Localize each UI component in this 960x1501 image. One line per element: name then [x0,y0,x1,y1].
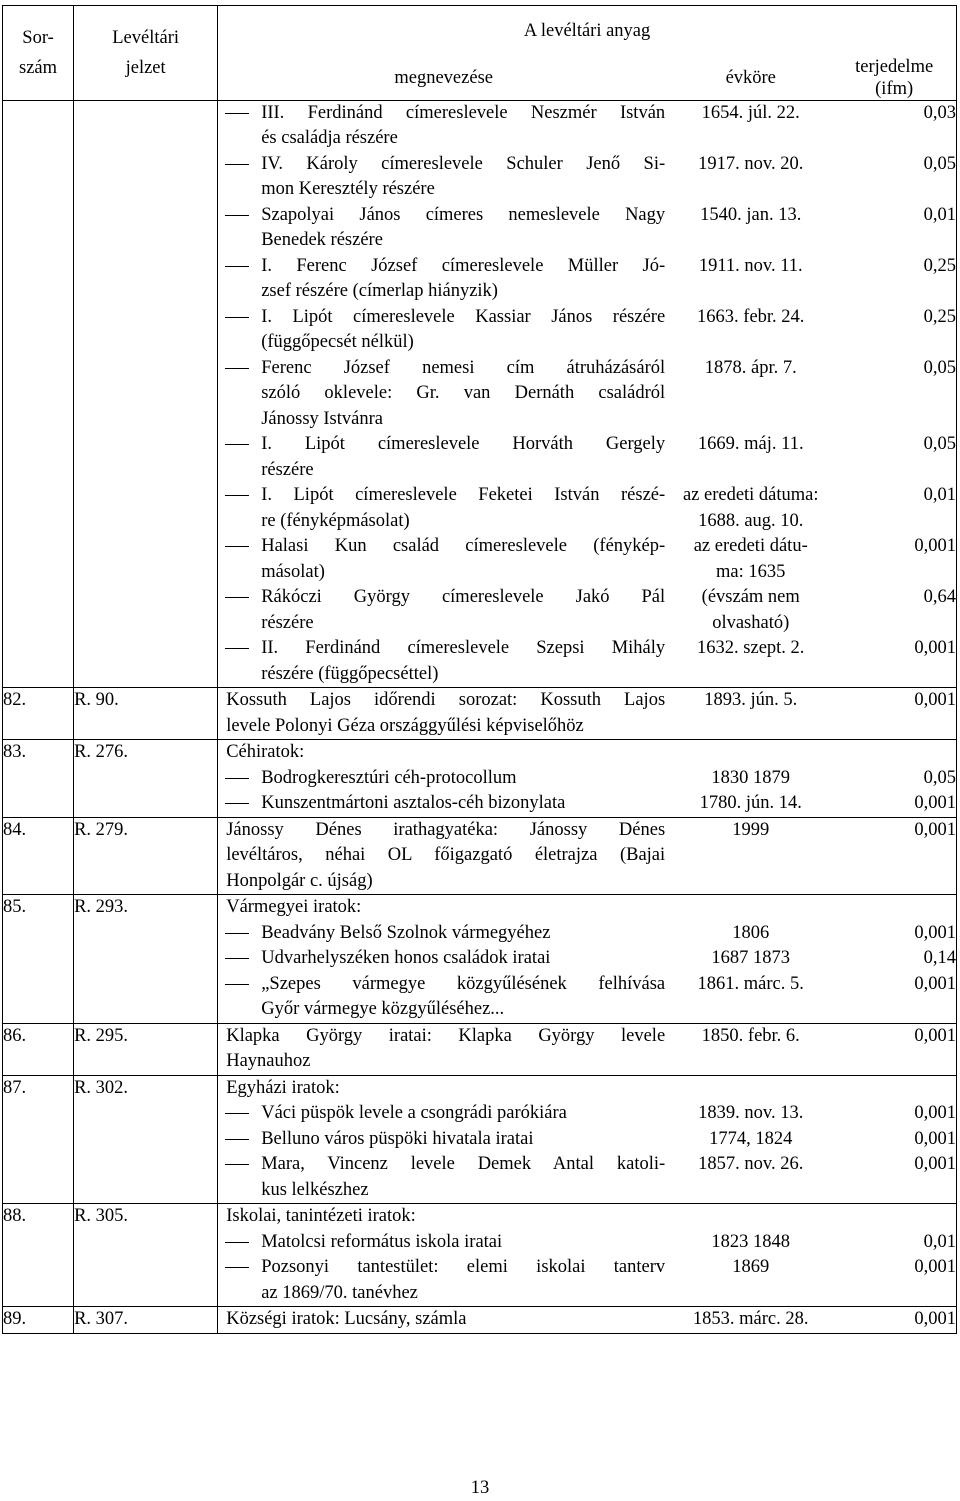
list-item-line: re (fényképmásolat) [261,510,410,531]
item-size: 0,05 [923,357,956,378]
archive-table [2,5,957,1334]
row-size [832,817,956,895]
list-item [218,152,669,203]
entry-size: 0,14 [923,948,956,968]
item-date: (évszám nem [701,587,800,607]
item-date: 1632. szept. 2. [697,638,805,658]
list-item-line: I. Lipót címereslevele Feketei István részé- [261,485,666,505]
entry-title-line: Egyházi iratok: [226,1077,340,1098]
row-date [669,1023,832,1075]
item-size [832,228,956,254]
item-size [832,407,956,433]
list-item [218,972,669,1023]
item-date [669,126,832,152]
list-item [218,1230,669,1256]
entry-size [832,843,956,869]
item-size [832,509,956,535]
entry-date: 1823 1848 [711,1231,791,1252]
entry-title [218,1024,669,1075]
row-reference: R. 302. [74,1075,218,1204]
list-item [218,1255,669,1306]
entry-size [832,869,956,895]
list-item [218,1127,669,1153]
list-item-line: Beadvány Belső Szolnok vármegyéhez [261,922,551,943]
entry-size: 0,001 [914,690,956,710]
list-item [218,483,669,534]
entry-size: 0,001 [914,1309,956,1329]
entry-size [832,1204,956,1230]
row-date [669,1307,832,1334]
table-row [3,1023,957,1075]
list-item [218,791,669,817]
row-reference: R. 295. [74,1023,218,1075]
row-date [669,740,832,818]
row-size [832,688,956,740]
entry-size [832,1049,956,1075]
item-date: 1663. febr. 24. [697,306,805,327]
item-size: 0,64 [923,587,956,607]
table-row [3,1204,957,1307]
entry-size: 0,001 [914,922,956,943]
item-date: 1917. nov. 20. [698,153,804,174]
item-size: 0,001 [914,536,956,556]
row-date [669,1204,832,1307]
item-date [669,330,832,356]
entry-size: 0,001 [914,793,956,813]
item-size: 0,25 [923,306,956,327]
item-size [832,381,956,407]
list-item-line: Pozsonyi tantestület: elemi iskolai tanterv [261,1257,666,1277]
item-date: 1911. nov. 11. [698,255,803,276]
row-description [218,817,669,895]
row-reference: R. 305. [74,1204,218,1307]
row-description [218,1307,669,1334]
list-item-line: Rákóczi György címereslevele Jakó Pál [261,587,666,607]
item-size: 0,01 [923,485,956,505]
list-item-line: II. Ferdinánd címereslevele Szepsi Mihály [261,638,666,658]
entry-date [669,740,832,766]
list-item [218,203,669,254]
row-number: 89. [3,1307,74,1334]
entry-size: 0,01 [923,1231,956,1252]
row-reference: R. 276. [74,740,218,818]
entry-date [669,997,832,1023]
entry-title-line: Kossuth Lajos időrendi sorozat: Kossuth Lajos [226,690,666,710]
row-size [832,740,956,818]
row-number: 86. [3,1023,74,1075]
row-date [669,688,832,740]
row-size [832,1075,956,1204]
list-item-line: Benedek részére [261,230,383,250]
entry-size: 0,05 [923,767,956,788]
row-description [218,740,669,818]
item-date: ma: 1635 [716,561,786,582]
entry-size [832,714,956,740]
entry-date [669,1049,832,1075]
table-row [3,1307,957,1334]
item-date: az eredeti dátu- [693,536,808,556]
list-item-line: Bodrogkeresztúri céh-protocollum [261,767,517,788]
entry-date: 1780. jún. 14. [699,793,802,813]
row-reference: R. 307. [74,1307,218,1334]
entry-date [669,895,832,921]
entry-title [218,1204,669,1230]
list-item-line: Kunszentmártoni asztalos-céh bizonylata [261,793,566,813]
entry-date: 1850. febr. 6. [701,1025,800,1046]
list-item-line: Belluno város püspöki hivatala iratai [261,1128,534,1149]
header-jelzet: Levéltári jelzet [74,6,218,101]
entry-size [832,1178,956,1204]
row-number: 82. [3,688,74,740]
row-description [218,688,669,740]
entry-date: 1869 [732,1257,770,1277]
entry-date: 1774, 1824 [709,1128,793,1149]
entry-date [669,714,832,740]
list-item [218,766,669,792]
item-date [669,228,832,254]
row-number: 83. [3,740,74,818]
row-date [669,817,832,895]
list-item-line: Udvarhelyszéken honos családok iratai [261,948,551,968]
row-date [669,1075,832,1204]
list-item [218,432,669,483]
list-item-line: I. Ferenc József címereslevele Müller Jó- [261,255,666,276]
entry-title-line: Klapka György iratai: Klapka György levele [226,1025,666,1046]
entry-date [669,843,832,869]
item-date: 1669. máj. 11. [697,434,804,454]
item-date [669,381,832,407]
entry-date [669,1178,832,1204]
list-item-line: (függőpecsét nélkül) [261,332,414,352]
entry-size [832,895,956,921]
entry-size: 0,001 [914,973,956,994]
item-date [669,177,832,203]
list-item-line: részére [261,612,314,633]
entry-size: 0,001 [914,1103,956,1123]
item-size [832,279,956,305]
entry-size [832,1076,956,1102]
item-date: 1654. júl. 22. [701,102,800,123]
list-item-line: IV. Károly címereslevele Schuler Jenő Si- [261,153,666,174]
entry-title [218,818,669,895]
list-item [218,356,669,433]
entry-title-line: Haynauhoz [226,1051,311,1071]
entry-date: 1853. márc. 28. [692,1309,809,1329]
list-item-line: részére (függőpecséttel) [261,663,439,684]
header-megnevezese: megnevezése [218,56,669,101]
item-size: 0,01 [923,204,956,225]
item-size: 0,03 [923,102,956,123]
list-item-line: III. Ferdinánd címereslevele Neszmér István [261,102,666,123]
list-item [218,1152,669,1203]
row-size [832,895,956,1024]
item-date [669,458,832,484]
entry-date [669,869,832,895]
list-item-line: Győr vármegye közgyűléséhez... [261,999,505,1019]
entry-title-line: Honpolgár c. újság) [226,870,373,891]
row-number: 84. [3,817,74,895]
table-body [3,100,957,1333]
item-date: 1688. aug. 10. [698,510,804,531]
entry-date: 1857. nov. 26. [698,1154,804,1174]
list-item-line: Matolcsi református iskola iratai [261,1231,503,1252]
entry-date [669,1076,832,1102]
table-row [3,740,957,818]
entry-date [669,1204,832,1230]
table-row [3,895,957,1024]
row-size [832,1204,956,1307]
header-terjedelme: terjedelme (ifm) [832,56,956,101]
entry-date: 1839. nov. 13. [698,1103,804,1123]
list-item-line: zsef részére (címerlap hiányzik) [261,281,498,301]
entry-title-line: levéltáros, néhai OL főigazgató életrajza (Bajai [226,845,666,865]
entry-title-line: Céhiratok: [226,742,305,762]
list-item-line: Mara, Vincenz levele Demek Antal katoli- [261,1154,666,1174]
entry-date [669,1281,832,1307]
entry-date: 1806 [732,922,770,943]
entry-title-line: Vármegyei iratok: [226,897,362,917]
list-item [218,101,669,152]
entry-title-line: Iskolai, tanintézeti iratok: [226,1206,416,1226]
item-date: 1878. ápr. 7. [704,357,797,378]
row-description [218,1075,669,1204]
list-item [218,946,669,972]
table-row [3,688,957,740]
list-item-line: Halasi Kun család címereslevele (fénykép- [261,536,666,556]
entry-title-line: Jánossy Dénes irathagyatéka: Jánossy Dénes [226,819,666,840]
list-item [218,254,669,305]
item-date: az eredeti dátuma: [682,485,819,505]
list-item [218,921,669,947]
entry-date: 1999 [732,819,770,840]
entry-size: 0,001 [914,1154,956,1174]
row-date [669,895,832,1024]
row-reference: R. 293. [74,895,218,1024]
row-number: 85. [3,895,74,1024]
list-item-line: másolat) [261,561,325,582]
list-item-line: és családja részére [261,128,398,148]
item-size [832,177,956,203]
list-item-line: részére [261,459,314,480]
item-size: 0,05 [923,153,956,174]
page-number: 13 [470,1478,490,1498]
item-size [832,611,956,637]
entry-size: 0,001 [914,819,956,840]
row-reference: R. 90. [74,688,218,740]
header-evkore: évköre [669,56,832,101]
list-item-line: Váci püspök levele a csongrádi parókiára [261,1103,567,1123]
row-number: 87. [3,1075,74,1204]
row-size [832,1023,956,1075]
row-number: 88. [3,1204,74,1307]
list-item-line: Szapolyai János címeres nemeslevele Nagy [261,204,666,225]
table-row [3,817,957,895]
table-row [3,100,957,688]
row-description [218,1023,669,1075]
row-size [832,1307,956,1334]
entry-title [218,740,669,766]
entry-title [218,688,669,739]
entry-size: 0,001 [914,1025,956,1046]
list-item [218,534,669,585]
header-anyag: A levéltári anyag [218,6,957,56]
item-date [669,662,832,688]
list-item-line: mon Keresztély részére [261,179,435,199]
item-date: olvasható) [712,612,790,633]
entry-size: 0,001 [914,1257,956,1277]
item-size: 0,05 [923,434,956,454]
entry-size [832,740,956,766]
row-description [218,895,669,1024]
row-reference: R. 279. [74,817,218,895]
list-item [218,585,669,636]
entry-title [218,895,669,921]
entry-title-line: Községi iratok: Lucsány, számla [226,1309,467,1329]
item-size [832,330,956,356]
entry-date: 1893. jún. 5. [704,690,798,710]
list-item-line: Ferenc József nemesi cím átruházásáról [261,357,666,378]
entry-date: 1861. márc. 5. [697,973,804,994]
row-description [218,1204,669,1307]
list-item [218,305,669,356]
list-item-line: szóló oklevele: Gr. van Dernáth családról [261,383,666,403]
entry-size [832,997,956,1023]
item-date [669,279,832,305]
item-size [832,662,956,688]
list-item-line: az 1869/70. tanévhez [261,1282,418,1303]
item-date [669,407,832,433]
entry-size [832,1281,956,1307]
list-item [218,1101,669,1127]
header-sorszam: Sor- szám [3,6,74,101]
entry-title [218,1076,669,1102]
list-item-line: I. Lipót címereslevele Horváth Gergely [261,434,666,454]
list-item-line: „Szepes vármegye közgyűlésének felhívása [261,973,666,994]
table-row [3,1075,957,1204]
list-item-line: kus lelkészhez [261,1179,369,1200]
item-size [832,458,956,484]
entry-title [218,1307,669,1333]
entry-date: 1830 1879 [711,767,791,788]
entry-size: 0,001 [914,1128,956,1149]
item-date: 1540. jan. 13. [700,204,802,225]
item-size [832,126,956,152]
item-size: 0,001 [914,638,956,658]
list-item [218,636,669,687]
list-item-line: Jánossy Istvánra [261,408,383,429]
item-size: 0,25 [923,255,956,276]
entry-date: 1687 1873 [711,948,791,968]
list-item-line: I. Lipót címereslevele Kassiar János részére [261,306,666,327]
entry-title-line: levele Polonyi Géza országgyűlési képviselőhöz [226,715,584,736]
item-size [832,560,956,586]
